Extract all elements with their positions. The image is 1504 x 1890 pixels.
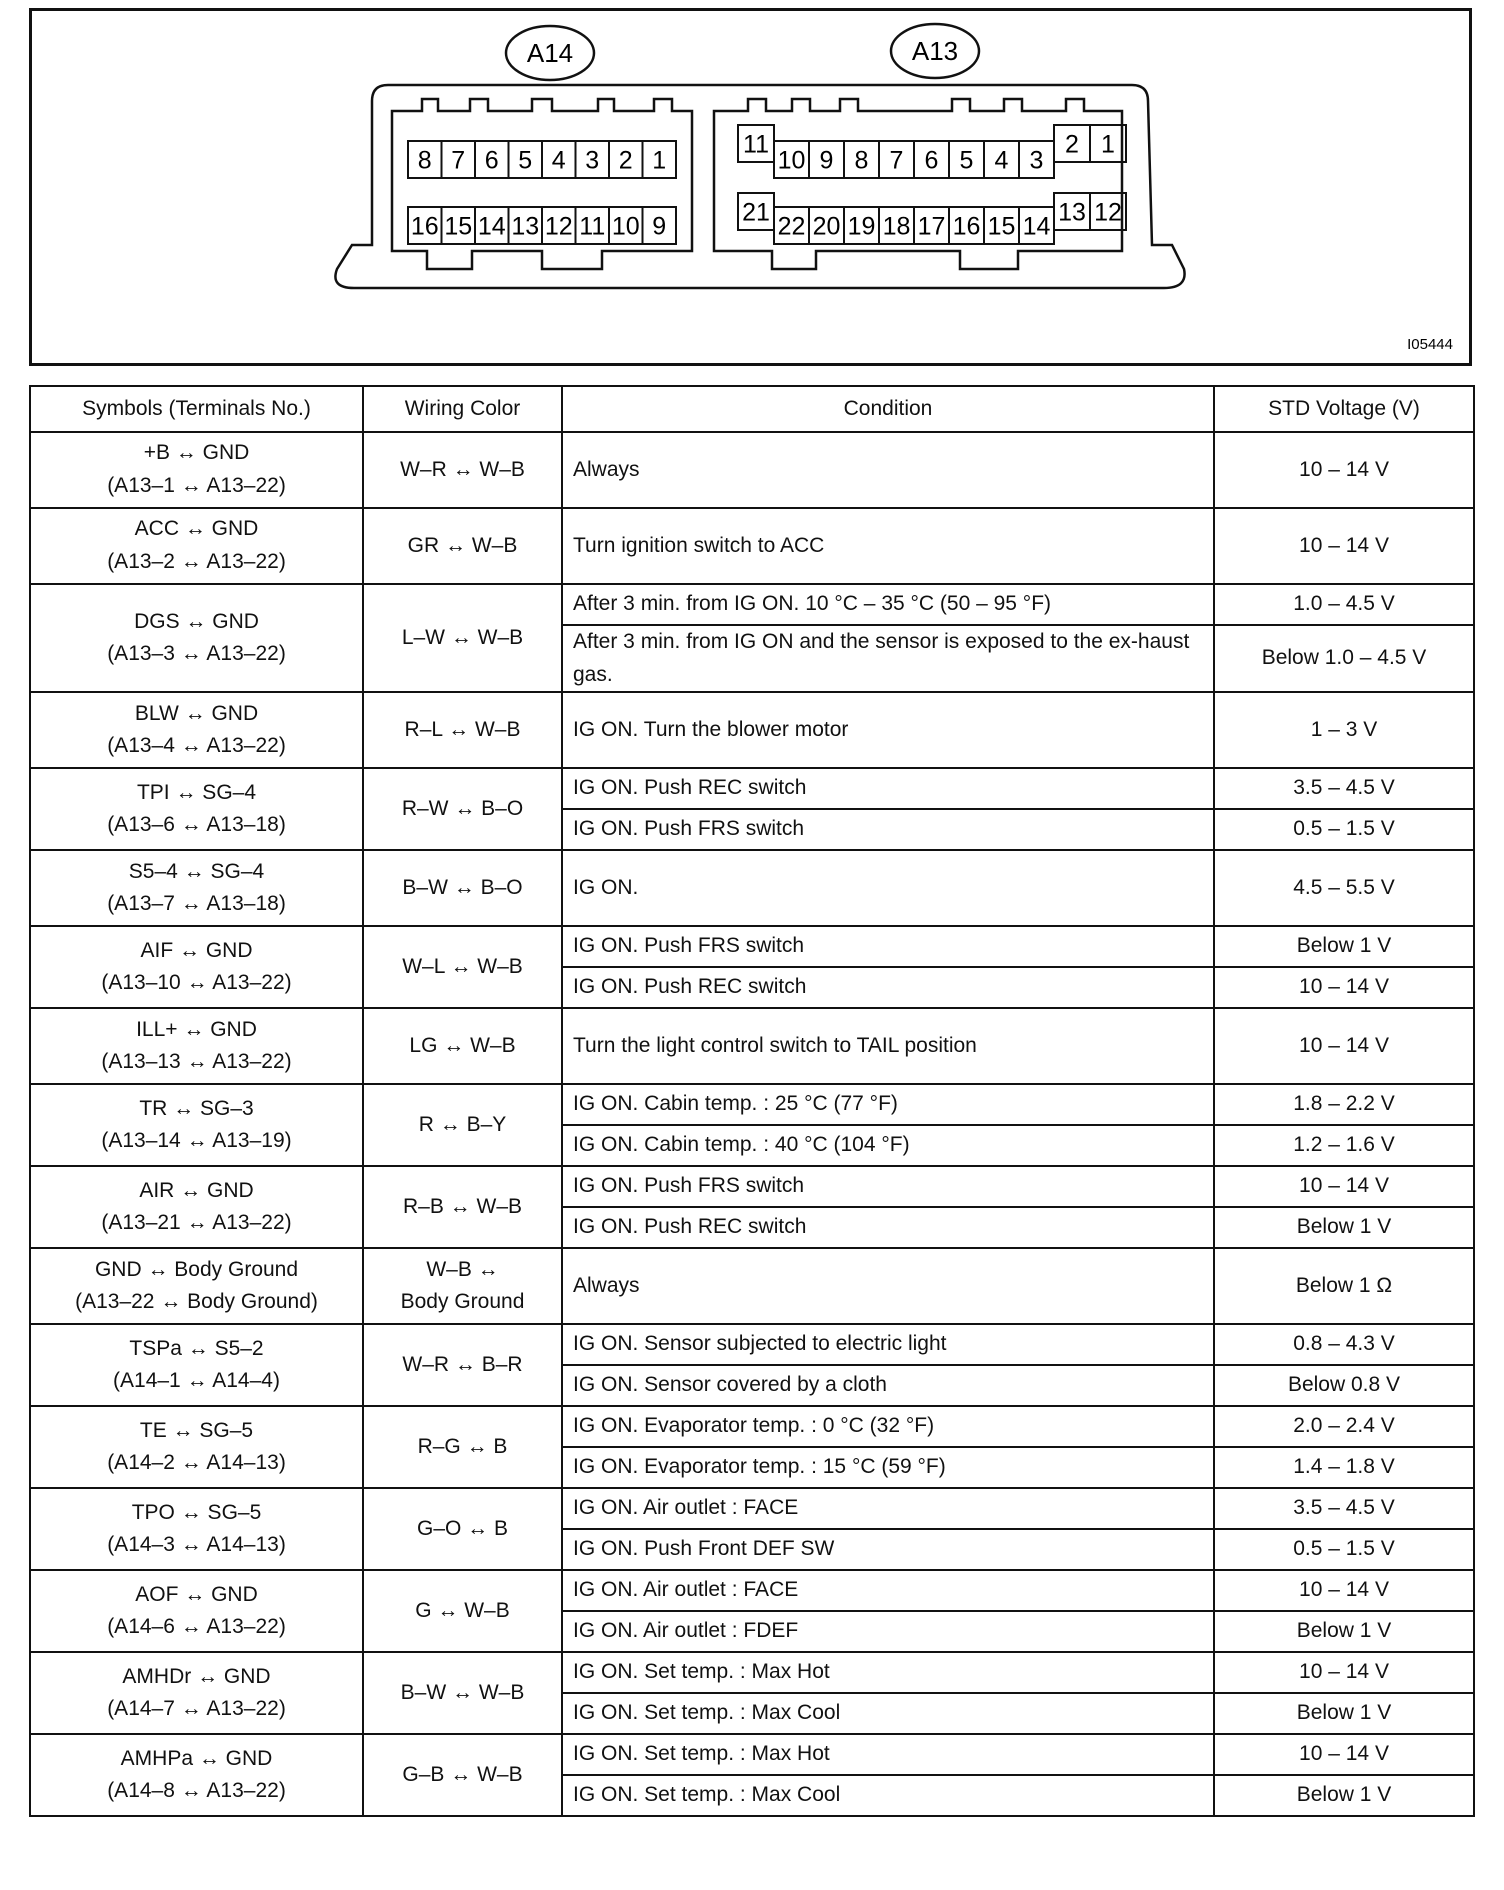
pin-number: 2: [1065, 130, 1079, 159]
table-row: [30, 432, 1474, 508]
pin-number: 2: [618, 146, 633, 175]
wiring-color-text: R–G ↔ B: [417, 1434, 508, 1458]
pin-number: 14: [1022, 212, 1051, 241]
voltage-cell: 1.0 – 4.5 V: [1214, 584, 1474, 625]
a13-pin: [809, 141, 844, 178]
symbol-text: AMHDr ↔ GND: [122, 1664, 271, 1688]
a13-pin: [1054, 193, 1090, 230]
wiring-color-cell: [363, 926, 562, 1008]
a14-pin: [542, 207, 576, 244]
a13-pin: [1019, 207, 1054, 244]
wiring-color-text: R–B ↔ W–B: [402, 1194, 523, 1218]
a13-pin: [844, 141, 879, 178]
symbol-text: AIR ↔ GND: [139, 1178, 254, 1202]
voltage-cell: 3.5 – 4.5 V: [1214, 768, 1474, 809]
condition-cell: IG ON. Push FRS switch: [562, 926, 1214, 967]
a14-pin: [542, 141, 576, 178]
condition-cell: IG ON. Air outlet : FDEF: [562, 1611, 1214, 1652]
pin-number: 15: [444, 212, 473, 241]
wiring-color-cell: [363, 1488, 562, 1570]
terminals-text: (A13–2 ↔ A13–22): [107, 550, 286, 573]
pin-number: 13: [511, 212, 540, 241]
connector-diagram: [29, 8, 1472, 366]
voltage-cell: Below 1 V: [1214, 1693, 1474, 1734]
a13-pin: [879, 141, 914, 178]
voltage-cell: 0.8 – 4.3 V: [1214, 1324, 1474, 1365]
pin-number: 15: [987, 212, 1016, 241]
pin-number: 1: [652, 146, 667, 175]
figure-id: I05444: [1407, 336, 1453, 353]
pin-number: 20: [812, 212, 841, 241]
pin-number: 4: [551, 146, 566, 175]
wiring-color-text: R–L ↔ W–B: [404, 717, 521, 741]
voltage-cell: 0.5 – 1.5 V: [1214, 1529, 1474, 1570]
terminals-text: (A14–6 ↔ A13–22): [107, 1615, 286, 1639]
table-row: [30, 1488, 1474, 1529]
condition-cell: IG ON. Air outlet : FACE: [562, 1488, 1214, 1529]
pin-number: 9: [819, 146, 834, 175]
wiring-color-text: L–W ↔ W–B: [401, 625, 524, 649]
symbol-text: GND ↔ Body Ground: [94, 1257, 299, 1281]
a14-pin: [609, 207, 643, 244]
voltage-cell: Below 1 V: [1214, 1207, 1474, 1248]
condition-cell: IG ON. Push REC switch: [562, 768, 1214, 809]
wiring-color-cell: [363, 1406, 562, 1488]
pin-number: 1: [1101, 130, 1115, 159]
condition-cell: Always: [562, 432, 1214, 508]
wiring-color-text: G–O ↔ B: [416, 1516, 509, 1540]
symbol-text: TSPa ↔ S5–2: [129, 1336, 264, 1360]
pin-number: 8: [854, 146, 869, 175]
terminals-text: (A14–1 ↔ A14–4): [113, 1369, 280, 1393]
symbol-text: S5–4 ↔ SG–4: [128, 859, 265, 883]
wiring-color-text: R–W ↔ B–O: [401, 796, 524, 820]
voltage-cell: 3.5 – 4.5 V: [1214, 1488, 1474, 1529]
terminals-text: (A13–22 ↔ Body Ground): [75, 1290, 318, 1314]
condition-cell: IG ON. Sensor subjected to electric light: [562, 1324, 1214, 1365]
a14-pin: [408, 141, 442, 178]
a14-pin: [475, 141, 509, 178]
a13-pin: [1019, 141, 1054, 178]
symbol-cell: [30, 1652, 363, 1734]
condition-cell: IG ON. Evaporator temp. : 15 °C (59 °F): [562, 1447, 1214, 1488]
symbol-text: AIF ↔ GND: [140, 938, 253, 962]
wiring-color-cell: [363, 432, 562, 508]
header-symbols: Symbols (Terminals No.): [30, 386, 363, 432]
pin-number: 17: [917, 212, 946, 241]
wiring-color-text: Body Ground: [400, 1290, 525, 1314]
pin-number: 18: [882, 212, 911, 241]
wiring-color-text: W–L ↔ W–B: [402, 954, 523, 978]
connector-a14-label: [506, 26, 594, 80]
condition-cell: After 3 min. from IG ON and the sensor is exposed to the ex-haust gas.: [562, 625, 1214, 692]
symbol-cell: [30, 1570, 363, 1652]
pin-number: 3: [585, 146, 600, 175]
a14-pin: [576, 141, 610, 178]
a13-pin: [984, 207, 1019, 244]
wiring-color-cell: [363, 1734, 562, 1816]
table-body: [30, 432, 1474, 1816]
symbol-cell: [30, 768, 363, 850]
wiring-color-cell: [363, 1324, 562, 1406]
symbol-cell: [30, 1488, 363, 1570]
voltage-cell: Below 0.8 V: [1214, 1365, 1474, 1406]
terminals-text: (A14–7 ↔ A13–22): [107, 1697, 286, 1721]
wiring-color-cell: [363, 1166, 562, 1248]
a13-pin: [1090, 193, 1126, 230]
table-row: [30, 1652, 1474, 1693]
symbol-text: TE ↔ SG–5: [139, 1418, 254, 1442]
wiring-color-cell: [363, 768, 562, 850]
condition-cell: IG ON. Set temp. : Max Cool: [562, 1693, 1214, 1734]
a13-pin: [774, 207, 809, 244]
condition-cell: IG ON. Push FRS switch: [562, 1166, 1214, 1207]
condition-cell: IG ON. Set temp. : Max Hot: [562, 1652, 1214, 1693]
condition-cell: Turn ignition switch to ACC: [562, 508, 1214, 584]
a13-pin: [1090, 125, 1126, 162]
symbol-cell: [30, 1008, 363, 1084]
pin-number: 6: [924, 146, 939, 175]
condition-cell: IG ON. Set temp. : Max Hot: [562, 1734, 1214, 1775]
connector-housing: [335, 85, 1184, 288]
pin-number: 13: [1058, 198, 1086, 227]
connector-a14-label-text: A14: [526, 38, 574, 68]
pin-grid: [408, 125, 1126, 244]
wiring-color-cell: [363, 1652, 562, 1734]
wiring-color-text: B–W ↔ W–B: [400, 1680, 525, 1704]
pin-number: 10: [611, 212, 640, 241]
symbol-text: +B ↔ GND: [143, 441, 250, 465]
pin-number: 7: [889, 146, 904, 175]
voltage-cell: 1.2 – 1.6 V: [1214, 1125, 1474, 1166]
table-row: [30, 1406, 1474, 1447]
a14-pin: [609, 141, 643, 178]
table-row: [30, 508, 1474, 584]
condition-cell: IG ON. Set temp. : Max Cool: [562, 1775, 1214, 1816]
wiring-color-text: W–B ↔: [426, 1257, 499, 1281]
terminals-text: (A14–8 ↔ A13–22): [107, 1779, 286, 1803]
symbol-text: TPO ↔ SG–5: [131, 1500, 262, 1524]
wiring-color-text: B–W ↔ B–O: [402, 875, 523, 899]
wiring-color-cell: [363, 1248, 562, 1324]
a13-pin: [774, 141, 809, 178]
pin-number: 8: [417, 146, 432, 175]
wiring-color-text: R ↔ B–Y: [418, 1112, 507, 1136]
symbol-cell: [30, 432, 363, 508]
symbol-text: AMHPa ↔ GND: [120, 1746, 273, 1770]
table-row: [30, 584, 1474, 625]
condition-cell: After 3 min. from IG ON. 10 °C – 35 °C (50 – 95 °F): [562, 584, 1214, 625]
a14-pin: [442, 141, 476, 178]
connector-a13-label-text: A13: [911, 36, 959, 66]
voltage-cell: 2.0 – 2.4 V: [1214, 1406, 1474, 1447]
wiring-color-text: W–R ↔ W–B: [400, 457, 525, 481]
condition-cell: IG ON. Evaporator temp. : 0 °C (32 °F): [562, 1406, 1214, 1447]
symbol-text: ILL+ ↔ GND: [136, 1017, 257, 1041]
pin-number: 14: [477, 212, 506, 241]
pin-number: 3: [1029, 146, 1044, 175]
voltage-cell: Below 1 V: [1214, 1611, 1474, 1652]
table-row: [30, 926, 1474, 967]
terminals-text: (A14–2 ↔ A14–13): [107, 1451, 286, 1475]
pin-number: 7: [451, 146, 466, 175]
a13-pin: [914, 207, 949, 244]
symbol-text: ACC ↔ GND: [134, 517, 259, 541]
pin-number: 19: [847, 212, 876, 241]
connector-pin: [738, 125, 774, 162]
terminals-text: (A13–10 ↔ A13–22): [101, 971, 292, 995]
wiring-color-text: W–R ↔ B–R: [402, 1352, 523, 1376]
a13-pin: [914, 141, 949, 178]
a13-pin: [879, 207, 914, 244]
terminals-text: (A13–1 ↔ A13–22): [107, 474, 286, 497]
table-row: [30, 850, 1474, 926]
pin-number: 9: [652, 212, 667, 241]
a13-pin: [949, 141, 984, 178]
condition-cell: Always: [562, 1248, 1214, 1324]
symbol-cell: [30, 1324, 363, 1406]
a14-pin: [408, 207, 442, 244]
symbol-cell: [30, 508, 363, 584]
wiring-color-cell: [363, 1008, 562, 1084]
table-row: [30, 1084, 1474, 1125]
pin-number: 10: [777, 146, 806, 175]
table-row: [30, 1570, 1474, 1611]
header-wiring-color: Wiring Color: [363, 386, 562, 432]
a13-pin: [809, 207, 844, 244]
table-row: [30, 1734, 1474, 1775]
a13-pin: [949, 207, 984, 244]
table-row: [30, 768, 1474, 809]
voltage-cell: Below 1 Ω: [1214, 1248, 1474, 1324]
a14-pin: [509, 141, 543, 178]
voltage-cell: 10 – 14 V: [1214, 1734, 1474, 1775]
pin-number: 16: [952, 212, 981, 241]
symbol-cell: [30, 1734, 363, 1816]
voltage-cell: 10 – 14 V: [1214, 508, 1474, 584]
symbol-text: TPI ↔ SG–4: [136, 780, 257, 804]
terminals-text: (A13–21 ↔ A13–22): [101, 1211, 292, 1235]
voltage-spec-table: [29, 385, 1475, 1817]
symbol-cell: [30, 692, 363, 768]
a14-pin: [643, 207, 677, 244]
pin-number: 5: [518, 146, 533, 175]
wiring-color-cell: [363, 850, 562, 926]
wiring-color-cell: [363, 508, 562, 584]
wiring-color-cell: [363, 692, 562, 768]
a14-pin: [509, 207, 543, 244]
table-header-row: [30, 386, 1474, 432]
voltage-cell: 10 – 14 V: [1214, 1008, 1474, 1084]
table-row: [30, 1248, 1474, 1324]
wiring-color-cell: [363, 584, 562, 692]
wiring-color-text: G–B ↔ W–B: [402, 1762, 523, 1786]
wiring-color-text: LG ↔ W–B: [409, 1033, 516, 1057]
symbol-cell: [30, 1084, 363, 1166]
voltage-cell: Below 1.0 – 4.5 V: [1214, 625, 1474, 692]
symbol-cell: [30, 584, 363, 692]
a13-pin: [1054, 125, 1090, 162]
a14-pin: [475, 207, 509, 244]
symbol-text: TR ↔ SG–3: [139, 1096, 254, 1120]
pin-number: 6: [484, 146, 499, 175]
condition-cell: IG ON. Cabin temp. : 25 °C (77 °F): [562, 1084, 1214, 1125]
symbol-cell: [30, 926, 363, 1008]
condition-cell: Turn the light control switch to TAIL position: [562, 1008, 1214, 1084]
terminals-text: (A13–4 ↔ A13–22): [107, 734, 286, 758]
voltage-cell: 10 – 14 V: [1214, 1652, 1474, 1693]
terminals-text: (A13–3 ↔ A13–22): [107, 642, 286, 666]
terminals-text: (A13–13 ↔ A13–22): [101, 1050, 292, 1074]
connector-drawing: [32, 11, 1469, 363]
a13-pin: [984, 141, 1019, 178]
pin-number: 12: [1094, 198, 1122, 227]
condition-cell: IG ON. Push FRS switch: [562, 809, 1214, 850]
wiring-color-cell: [363, 1084, 562, 1166]
voltage-cell: 4.5 – 5.5 V: [1214, 850, 1474, 926]
symbol-cell: [30, 850, 363, 926]
voltage-cell: 10 – 14 V: [1214, 1570, 1474, 1611]
voltage-cell: 10 – 14 V: [1214, 432, 1474, 508]
wiring-color-text: GR ↔ W–B: [407, 533, 518, 557]
terminals-text: (A13–14 ↔ A13–19): [101, 1129, 292, 1153]
connector-pin: [738, 193, 774, 230]
table-row: [30, 1324, 1474, 1365]
a14-pin: [442, 207, 476, 244]
terminals-text: (A13–6 ↔ A13–18): [107, 813, 286, 837]
voltage-cell: Below 1 V: [1214, 1775, 1474, 1816]
condition-cell: IG ON.: [562, 850, 1214, 926]
condition-cell: IG ON. Air outlet : FACE: [562, 1570, 1214, 1611]
voltage-cell: 10 – 14 V: [1214, 967, 1474, 1008]
terminals-text: (A13–7 ↔ A13–18): [107, 892, 286, 916]
pin-number: 22: [777, 212, 806, 241]
table-row: [30, 692, 1474, 768]
symbol-cell: [30, 1166, 363, 1248]
condition-cell: IG ON. Turn the blower motor: [562, 692, 1214, 768]
table-row: [30, 1008, 1474, 1084]
connector-a13-label: [891, 24, 979, 78]
voltage-cell: 1.8 – 2.2 V: [1214, 1084, 1474, 1125]
terminals-text: (A14–3 ↔ A14–13): [107, 1533, 286, 1557]
pin-number: 21: [742, 198, 770, 227]
voltage-cell: Below 1 V: [1214, 926, 1474, 967]
table-row: [30, 1166, 1474, 1207]
a13-pin: [844, 207, 879, 244]
header-std-voltage: STD Voltage (V): [1214, 386, 1474, 432]
symbol-text: DGS ↔ GND: [134, 609, 259, 633]
pin-number: 11: [579, 212, 606, 241]
symbol-text: BLW ↔ GND: [134, 701, 259, 725]
condition-cell: IG ON. Cabin temp. : 40 °C (104 °F): [562, 1125, 1214, 1166]
voltage-cell: 10 – 14 V: [1214, 1166, 1474, 1207]
condition-cell: IG ON. Sensor covered by a cloth: [562, 1365, 1214, 1406]
symbol-cell: [30, 1406, 363, 1488]
a14-pin: [643, 141, 677, 178]
symbol-text: AOF ↔ GND: [135, 1582, 258, 1606]
a14-pin: [576, 207, 610, 244]
header-condition: Condition: [562, 386, 1214, 432]
symbol-cell: [30, 1248, 363, 1324]
pin-number: 12: [544, 212, 573, 241]
voltage-cell: 1 – 3 V: [1214, 692, 1474, 768]
pin-number: 16: [410, 212, 439, 241]
pin-number: 5: [959, 146, 974, 175]
voltage-cell: 0.5 – 1.5 V: [1214, 809, 1474, 850]
condition-cell: IG ON. Push Front DEF SW: [562, 1529, 1214, 1570]
condition-cell: IG ON. Push REC switch: [562, 967, 1214, 1008]
condition-cell: IG ON. Push REC switch: [562, 1207, 1214, 1248]
pin-number: 11: [743, 130, 769, 159]
wiring-color-text: G ↔ W–B: [415, 1598, 510, 1622]
wiring-color-cell: [363, 1570, 562, 1652]
pin-number: 4: [994, 146, 1009, 175]
voltage-cell: 1.4 – 1.8 V: [1214, 1447, 1474, 1488]
